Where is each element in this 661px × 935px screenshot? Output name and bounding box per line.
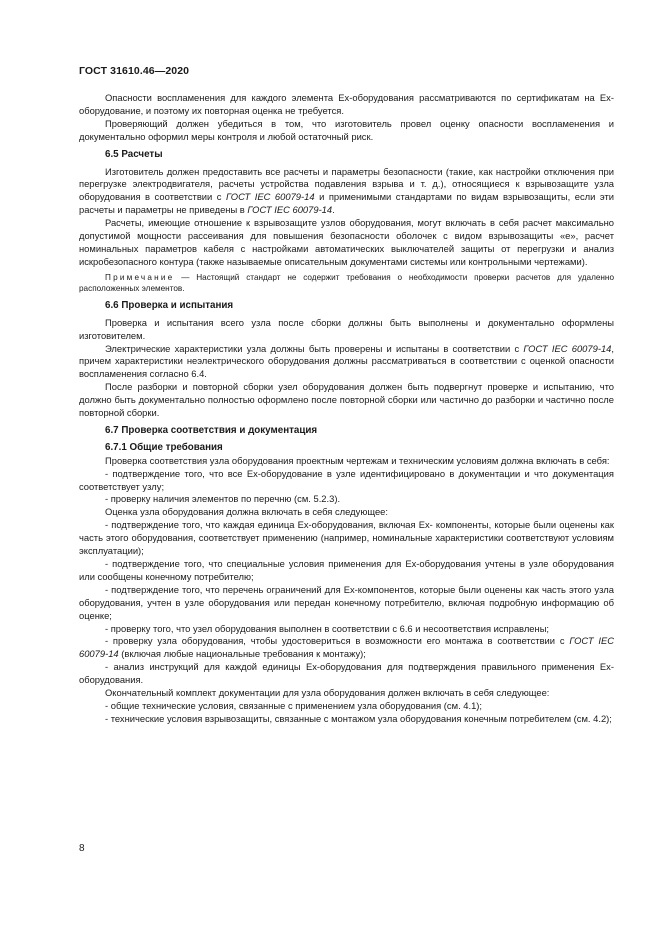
text-run: - проверку узла оборудования, чтобы удостовериться в возможности его монтажа в соответствии с bbox=[105, 635, 570, 647]
list-item: - технические условия взрывозащиты, связанные с монтажом узла оборудования конечным потребителем (см. 4.2); bbox=[105, 712, 612, 724]
list-item: - подтверждение того, что каждая единица Ех-оборудования, включая Ех- компоненты, которые были оценены как часть этого оборудования, соответствует применению (например, номинальные характеристики соответствуют условиям эксплуатации); bbox=[79, 519, 614, 557]
note-label: Примечание bbox=[105, 272, 175, 282]
standard-reference: ГОСТ IEC 60079-14 bbox=[226, 191, 315, 203]
paragraph: Проверка и испытания всего узла после сборки должны быть выполнены и документально оформлены изготовителем. bbox=[79, 316, 614, 341]
paragraph bbox=[79, 166, 614, 218]
standard-header: ГОСТ 31610.46—2020 bbox=[79, 65, 190, 77]
subsection-heading-6-7-1: 6.7.1 Общие требования bbox=[105, 441, 223, 453]
standard-reference: ГОСТ IEC 60079-14 bbox=[523, 342, 612, 354]
list-item: - анализ инструкций для каждой единицы Ех-оборудования для подтверждения правильного применения Ех-оборудования. bbox=[79, 661, 614, 686]
list-item: - проверку наличия элементов по перечню (см. 5.2.3). bbox=[105, 493, 341, 505]
standard-reference: ГОСТ IEC 60079-14 bbox=[247, 204, 333, 216]
list-item: - подтверждение того, что все Ех-оборудование в узле идентифицировано в документации и что документация соответствует узлу; bbox=[79, 467, 614, 492]
section-heading-6-6: 6.6 Проверка и испытания bbox=[105, 299, 234, 311]
note bbox=[79, 272, 614, 295]
paragraph: Окончательный комплект документации для узла оборудования должен включать в себя следующее: bbox=[105, 687, 550, 699]
page-number: 8 bbox=[79, 843, 85, 854]
note-text: — Настоящий стандарт не содержит требования о необходимости проверки расчетов для удаленно расположенных элементов. bbox=[79, 272, 614, 294]
text-run: Электрические характеристики узла должны быть проверены и испытаны в соответствии с bbox=[105, 342, 524, 354]
paragraph: Проверка соответствия узла оборудования проектным чертежам и техническим условиям должна включать в себя: bbox=[105, 454, 610, 466]
paragraph: Расчеты, имеющие отношение к взрывозащите узлов оборудования, могут включать в себя расчет максимально допустимой мощности рассеивания для повышения безопасности оболочек с видом взрывозащиты «е», расчет номинальных параметров кабеля с настройками автоматических выключателей защиты от перегрузки и анализ искробезопасного контура (также называемые описательным документами системы или контрольными чертежами). bbox=[79, 217, 614, 267]
section-heading-6-5: 6.5 Расчеты bbox=[105, 148, 163, 160]
paragraph: Проверяющий должен убедиться в том, что изготовитель провел оценку опасности воспламенения и документально оформил меры контроля и любой остаточный риск. bbox=[79, 117, 614, 142]
list-item: - проверку того, что узел оборудования выполнен в соответствии с 6.6 и несоответствия исправлены; bbox=[105, 622, 550, 634]
page-body bbox=[79, 92, 614, 726]
text-run: и применимыми стандартами по видам взрывозащиты, если эти расчеты и параметры не приведены в bbox=[79, 191, 614, 216]
list-item bbox=[79, 635, 614, 661]
section-heading-6-7: 6.7 Проверка соответствия и документация bbox=[105, 424, 318, 436]
list-item: - подтверждение того, что перечень ограничений для Ех-компонентов, которые были оценены как часть этого узла оборудования, учтен в узле оборудования или передан конечному потребителю, включая подробную информацию об оценке; bbox=[79, 583, 614, 621]
standard-reference: ГОСТ IEC 60079-14 bbox=[79, 635, 614, 660]
paragraph: Опасности воспламенения для каждого элемента Ех-оборудования рассматриваются по сертификатам на Ех-оборудование, и поэтому их повторная оценка не требуется. bbox=[79, 92, 614, 116]
text-run: , причем характеристики неэлектрического оборудования должны рассматриваться в соответствии с оценкой опасности воспламенения согласно 6.4. bbox=[79, 342, 614, 380]
paragraph: После разборки и повторной сборки узел оборудования должен быть подвергнут проверке и испытанию, что должно быть документально полностью оформлено после повторной сборки или частично до разборки и частично после повторной сборки. bbox=[79, 381, 614, 419]
list-item: - подтверждение того, что специальные условия применения для Ех-оборудования учтены в узле оборудования или сообщены конечному потребителю; bbox=[79, 558, 614, 582]
text-run: . bbox=[332, 204, 335, 216]
list-item: - общие технические условия, связанные с применением узла оборудования (см. 4.1); bbox=[105, 699, 483, 711]
paragraph: Оценка узла оборудования должна включать в себя следующее: bbox=[105, 506, 388, 518]
text-run: (включая любые национальные требования к монтажу); bbox=[118, 648, 366, 660]
paragraph bbox=[79, 343, 614, 382]
text-run: Изготовитель должен предоставить все расчеты и параметры безопасности (такие, как настройки отключения при перегрузке электродвигателя, расчеты устройства подавления взрыва и т. д.), относящиеся к взрывозащите узла оборудования в соответствии с bbox=[79, 165, 614, 203]
